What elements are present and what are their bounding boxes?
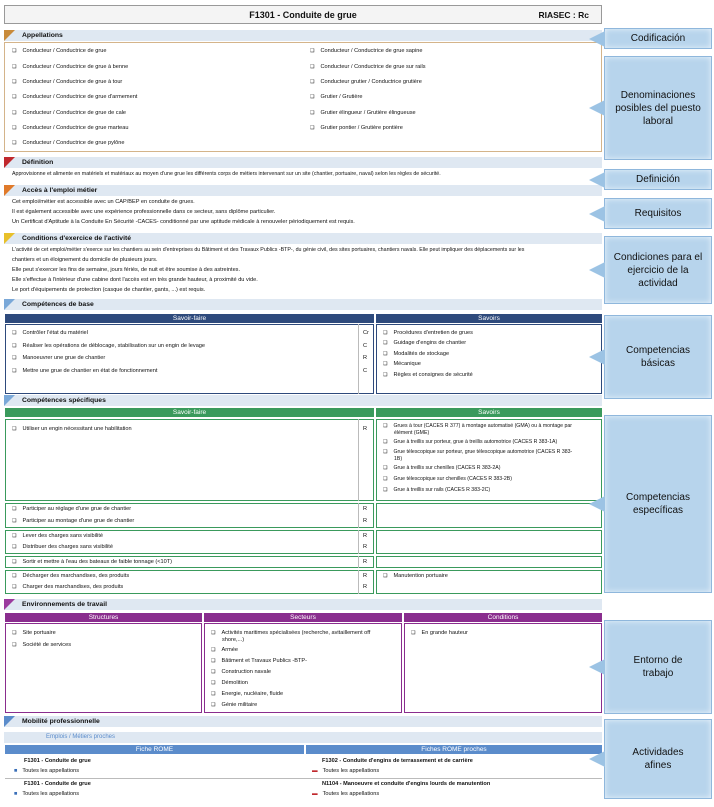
env-box [5, 623, 202, 713]
skill-item: ❑ Charger des marchandises, des produits [12, 584, 123, 590]
knowledge-item: ❑ Grue télescopique sur chenilles (CACES R 383-2B) [383, 476, 512, 482]
section-mobilite [4, 716, 602, 727]
code-divider [358, 530, 359, 554]
knowledge-item: ❑ Grue à treillis sur rails (CACES R 383-2C) [383, 487, 490, 493]
env-secteur-item: ❑ Armée [211, 647, 238, 653]
section-label: Appellations [22, 31, 63, 39]
skill-item: ❑ Lever des charges sans visibilité [12, 533, 103, 539]
mobilite-left-header: Fiche ROME [5, 745, 304, 754]
riasec [538, 10, 589, 20]
skill-item: ❑ Participer au montage d'une grue de chantier [12, 518, 134, 524]
riasec-label: RIASEC : [538, 10, 576, 20]
section-definition [4, 157, 602, 168]
section-conditions [4, 233, 602, 244]
conditions-line: chantiers et un éloignement du domicile de plusieurs jours. [12, 257, 158, 263]
skill-code: C [363, 343, 368, 349]
mobilite-left-sub: ■ Toutes les appellations [14, 768, 79, 774]
skill-item: ❑ Décharger des marchandises, des produits [12, 573, 129, 579]
knowledge-item-cont: élément (GME) [394, 430, 430, 436]
skill-item: ❑ Participer au réglage d'une grue de chantier [12, 506, 131, 512]
appellation-item: ❑ Conducteur / Conductrice de grue d'armement [12, 94, 137, 100]
conditions-line: Elle peut s'exercer les fins de semaine, jours fériés, de nuit et être soumise à des astreintes. [12, 267, 241, 273]
env-box [404, 623, 602, 713]
appellation-item: ❑ Conducteur / Conductrice de grue sur rails [310, 64, 426, 70]
skill-code: R [363, 544, 368, 550]
skill-item: ❑ Distribuer des charges sans visibilité [12, 544, 113, 550]
mobilite-row-divider [5, 778, 602, 779]
definition-text: Approvisionne et alimente en matériels et matériaux au moyen d'une grue les différents corps de métiers intervenant sur un site (chantier, portuaire, naval) selon les règles de sécurité. [12, 171, 441, 177]
env-secteur-item: ❑ Démolition [211, 680, 248, 686]
section-appellations [4, 30, 602, 41]
code-divider [358, 556, 359, 568]
env-structure-item: ❑ Société de services [12, 642, 71, 648]
skill-item: ❑ Contrôler l'état du matériel [12, 330, 88, 336]
section-label: Environnements de travail [22, 600, 107, 608]
skill-item: ❑ Mettre une grue de chantier en état de fonctionnement [12, 368, 157, 374]
skill-code: R [363, 426, 368, 432]
env-condition-item: ❑ En grande hauteur [411, 630, 468, 636]
knowledge-item: ❑ Grues à tour (CACES R 377) à montage automatisé (GMA) ou à montage par [383, 423, 572, 429]
comp-spec-sf-header: Savoir-faire [5, 408, 374, 417]
skill-code: C [363, 368, 368, 374]
mobilite-right-title[interactable]: F1302 - Conduite d'engins de terrassement et de carrière [322, 758, 473, 764]
mobilite-right-sub: ▬ Toutes les appellations [312, 768, 380, 774]
skill-item: ❑ Sortir et mettre à l'eau des bateaux de faible tonnage (<10T) [12, 559, 172, 565]
section-environnements [4, 599, 602, 610]
knowledge-item: ❑ Grue télescopique sur porteur, grue télescopique automotrice (CACES R 383- [383, 449, 572, 455]
appellation-item: ❑ Conducteur / Conductrice de grue sapine [310, 48, 422, 54]
section-label: Compétences de base [22, 300, 94, 308]
skill-item: ❑ Réaliser les opérations de déblocage, stabilisation sur un engin de levage [12, 343, 205, 349]
skill-item: ❑ Utiliser un engin nécessitant une habilitation [12, 426, 132, 432]
conditions-line: Le port d'équipements de protection (casque de chantier, gants, ...) est requis. [12, 287, 206, 293]
env-conditions-header: Conditions [404, 613, 602, 622]
callout-comp-especificas: Competencias específicas [604, 415, 712, 593]
mobilite-right-title[interactable]: N1104 - Manoeuvre et conduite d'engins lourds de manutention [322, 781, 491, 787]
mobilite-left-title[interactable]: F1301 - Conduite de grue [24, 781, 91, 787]
comp-base-sav-header: Savoirs [376, 314, 602, 323]
callout-comp-basicas: Competencias básicas [604, 315, 712, 399]
callout-definicion: Definición [604, 169, 712, 190]
knowledge-item: ❑ Modalités de stockage [383, 351, 449, 357]
skill-code: R [363, 533, 368, 539]
code-divider [358, 324, 359, 394]
skill-code: R [363, 559, 368, 565]
code-divider [358, 419, 359, 501]
spec-group-box [376, 530, 602, 554]
code-divider [358, 570, 359, 594]
env-secteur-item: ❑ Bâtiment et Travaux Publics -BTP- [211, 658, 307, 664]
mobilite-right-header: Fiches ROME proches [306, 745, 602, 754]
appellation-item: ❑ Conducteur / Conductrice de grue de cale [12, 110, 126, 116]
comp-spec-sav-header: Savoirs [376, 408, 602, 417]
callout-codificacion: Codificación [604, 28, 712, 49]
knowledge-item: ❑ Manutention portuaire [383, 573, 448, 579]
knowledge-item: ❑ Guidage d'engins de chantier [383, 340, 466, 346]
env-structure-item: ❑ Site portuaire [12, 630, 56, 636]
mobilite-right-sub: ▬ Toutes les appellations [312, 791, 380, 797]
appellation-item: ❑ Grutier pontier / Grutière pontière [310, 125, 403, 131]
appellation-item: ❑ Conducteur / Conductrice de grue à benne [12, 64, 128, 70]
appellation-item: ❑ Conducteur / Conductrice de grue marteau [12, 125, 129, 131]
env-secteur-item: ❑ Energie, nucléaire, fluide [211, 691, 283, 697]
skill-item: ❑ Manoeuvrer une grue de chantier [12, 355, 105, 361]
env-secteur-cont: shore,...) [222, 637, 245, 643]
env-secteur-item: ❑ Construction navale [211, 669, 271, 675]
section-comp-base [4, 299, 602, 310]
appellation-item: ❑ Conducteur / Conductrice de grue à tour [12, 79, 122, 85]
knowledge-item: ❑ Mécanique [383, 361, 421, 367]
code-divider [358, 503, 359, 528]
acces-line: Un Certificat d'Aptitude à la Conduite En Sécurité -CACES- conditionné par une aptitude médicale à renouveler périodiquement est requis. [12, 219, 355, 225]
acces-line: Il est également accessible avec une expérience professionnelle dans ce secteur, sans diplôme particulier. [12, 209, 276, 215]
section-acces [4, 185, 602, 196]
callout-requisitos: Requisitos [604, 198, 712, 229]
acces-line: Cet emploi/métier est accessible avec un CAP/BEP en conduite de grues. [12, 199, 195, 205]
knowledge-item: ❑ Procédures d'entretien de grues [383, 330, 473, 336]
section-label: Conditions d'exercice de l'activité [22, 234, 131, 242]
callout-entorno: Entorno de trabajo [604, 620, 712, 714]
appellation-item: ❑ Conducteur / Conductrice de grue [12, 48, 106, 54]
env-secteur-item: ❑ Activités maritimes spécialisées (recherche, avitaillement off [211, 630, 370, 636]
section-label: Mobilité professionnelle [22, 717, 100, 725]
callout-actividades: Actividades afines [604, 719, 712, 799]
mobilite-sub-bar [4, 732, 602, 743]
knowledge-item: ❑ Grue à treillis sur chenilles (CACES R 383-2A) [383, 465, 500, 471]
comp-base-sf-header: Savoir-faire [5, 314, 374, 323]
skill-code: R [363, 506, 368, 512]
section-label: Définition [22, 158, 54, 166]
skill-code: R [363, 518, 368, 524]
sheet-title: F1301 - Conduite de grue [249, 10, 357, 20]
section-label: Compétences spécifiques [22, 396, 106, 404]
section-comp-spec [4, 395, 602, 406]
env-structures-header: Structures [5, 613, 202, 622]
riasec-code: Rc [578, 10, 589, 20]
knowledge-item: ❑ Grue à treillis sur porteur, grue à treillis automotrice (CACES R 383-1A) [383, 439, 557, 445]
appellation-item: ❑ Conducteur / Conductrice de grue pylône [12, 140, 124, 146]
callout-condiciones: Condiciones para el ejercicio de la actividad [604, 236, 712, 304]
appellation-item: ❑ Grutier / Grutière [310, 94, 362, 100]
mobilite-left-sub: ■ Toutes les appellations [14, 791, 79, 797]
mobilite-sub: Emplois / Métiers proches [46, 734, 116, 740]
env-secteurs-header: Secteurs [204, 613, 402, 622]
spec-group-box [376, 503, 602, 528]
conditions-line: L'activité de cet emploi/métier s'exerce sur les chantiers au sein d'entreprises du Bâtiment et des Travaux Publics -BTP-, du génie civil, des sites portuaires, chantiers navals. Elle peut impliquer des déplacements sur les [12, 247, 525, 253]
skill-code: Cr [363, 330, 369, 336]
knowledge-item: ❑ Règles et consignes de sécurité [383, 372, 473, 378]
conditions-line: Elle s'effectue à l'intérieur d'une cabine dont l'accès est en très grande hauteur, à proximité du vide. [12, 277, 258, 283]
mobilite-left-title[interactable]: F1301 - Conduite de grue [24, 758, 91, 764]
appellation-item: ❑ Grutier élingueur / Grutière élingueuse [310, 110, 416, 116]
skill-code: R [363, 573, 368, 579]
sheet-header [4, 5, 602, 24]
callout-denominaciones: Denominaciones posibles del puesto laboral [604, 56, 712, 160]
section-label: Accès à l'emploi métier [22, 186, 98, 194]
knowledge-item-cont: 1B) [394, 456, 403, 462]
skill-code: R [363, 584, 368, 590]
spec-group-box [376, 556, 602, 568]
env-secteur-item: ❑ Génie militaire [211, 702, 257, 708]
appellation-item: ❑ Conducteur grutier / Conductrice grutière [310, 79, 422, 85]
skill-code: R [363, 355, 368, 361]
